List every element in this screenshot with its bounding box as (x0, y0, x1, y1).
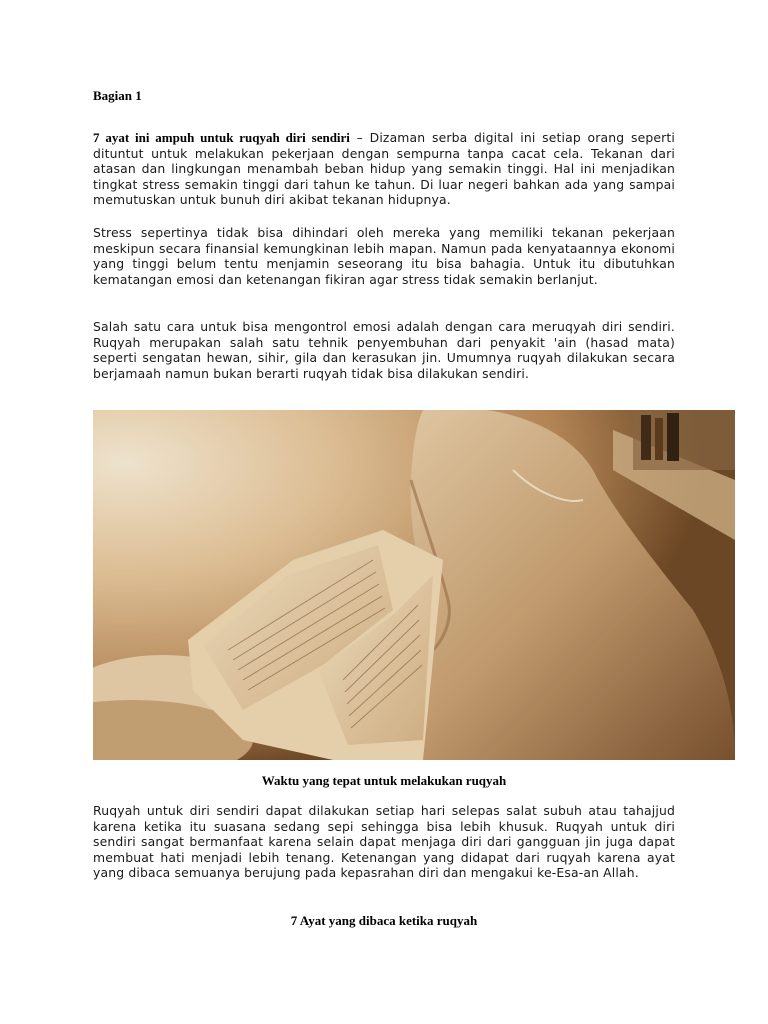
ruqyah-definition-paragraph: Salah satu cara untuk bisa mengontrol emosi adalah dengan cara meruqyah diri sendiri. Ruqyah merupakan salah satu tehnik penyembuhan dari penyakit 'ain (hasad mata) seperti sengatan hewan, sihir, gila dan kerasukan jin. Umumnya ruqyah dilakukan secara berjamaah namun bukan berarti ruqyah tidak bisa dilakukan sendiri. (93, 319, 675, 381)
intro-lead: 7 ayat ini ampuh untuk ruqyah diri sendiri (93, 130, 350, 145)
section-label: Bagian 1 (93, 88, 142, 103)
intro-paragraph (93, 130, 675, 208)
stress-paragraph: Stress sepertinya tidak bisa dihindari oleh mereka yang memiliki tekanan pekerjaan meskipun secara finansial kemungkinan lebih mapan. Namun pada kenyataannya ekonomi yang tinggi belum tentu menjamin seseorang itu bisa bahagia. Untuk itu dibutuhkan kematangan emosi dan ketenangan fikiran agar stress tidak semakin berlanjut. (93, 225, 675, 287)
intro-text: – Dizaman serba digital ini setiap orang seperti dituntut untuk melakukan pekerjaan dengan sempurna tanpa cacat cela. Tekanan dari atasan dan lingkungan menambah beban hidup yang semakin tinggi. Hal ini menjadikan tingkat stress semakin tinggi dari tahun ke tahun. Di luar negeri bahkan ada yang sampai memutuskan untuk bunuh diri akibat tekanan hidupnya. (93, 130, 675, 208)
image-caption: Waktu yang tepat untuk melakukan ruqyah (261, 773, 507, 788)
quran-reading-illustration (93, 410, 735, 760)
seven-verses-heading: 7 Ayat yang dibaca ketika ruqyah (290, 913, 478, 928)
quran-reading-photo (93, 410, 735, 760)
ruqyah-timing-paragraph: Ruqyah untuk diri sendiri dapat dilakukan setiap hari selepas salat subuh atau tahajjud karena ketika itu suasana sedang sepi sehingga bisa lebih khusuk. Ruqyah untuk diri sendiri sangat bermanfaat karena selain dapat menjaga diri dari gangguan jin juga dapat membuat hati menjadi lebih tenang. Ketenangan yang didapat dari ruqyah karena ayat yang dibaca semuanya berujung pada kepasrahan diri dan mengakui ke-Esa-an Allah. (93, 803, 675, 881)
